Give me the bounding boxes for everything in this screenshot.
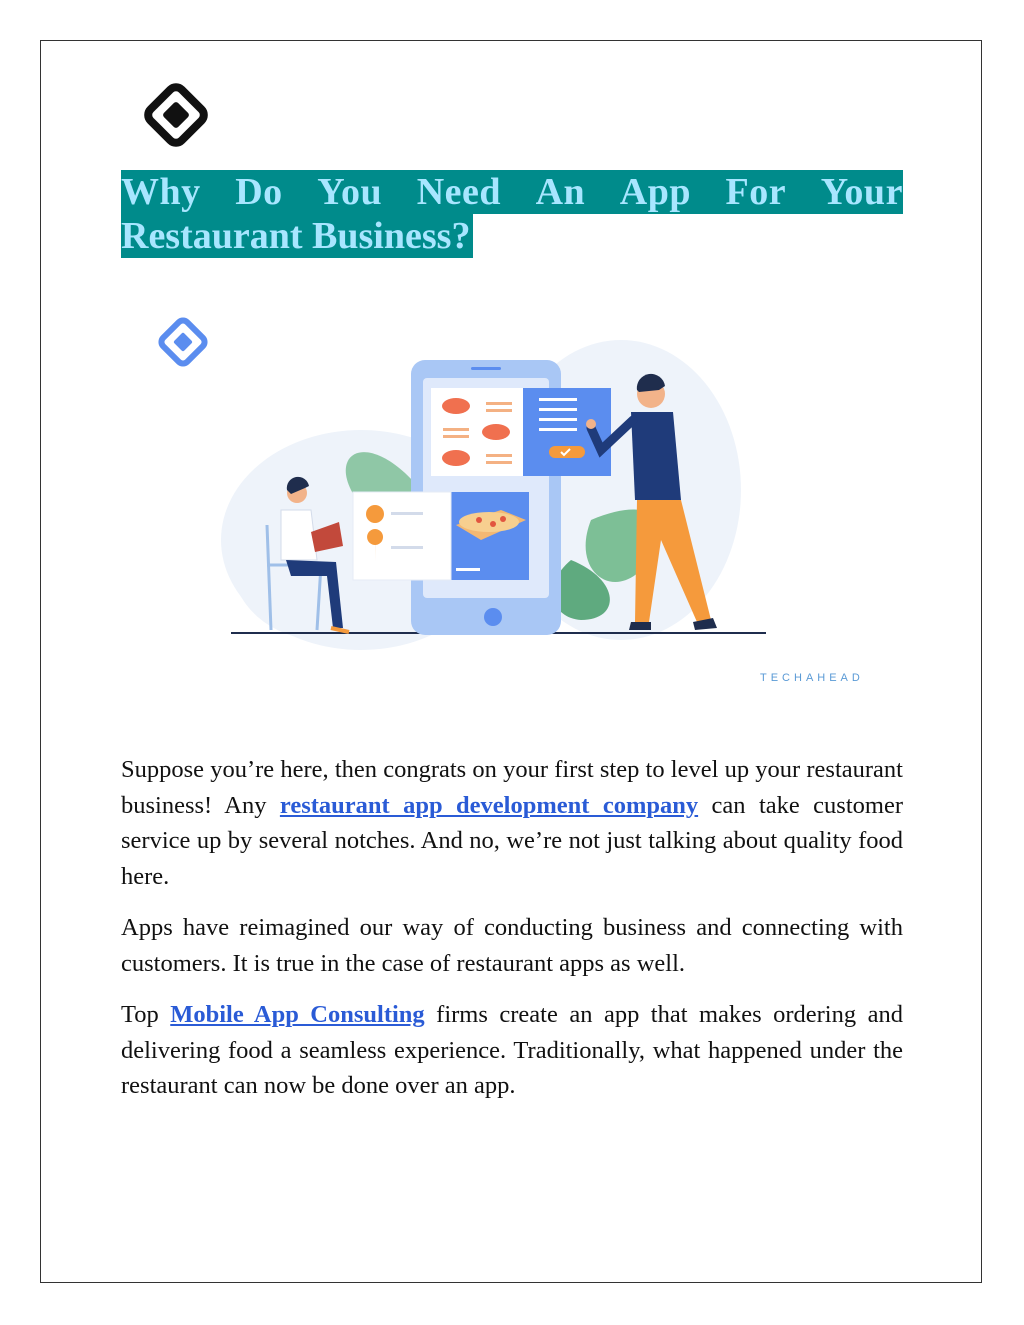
- pizza-icon: [442, 398, 470, 414]
- paragraph: [121, 752, 903, 894]
- restaurant-app-development-link[interactable]: restaurant app development company: [279, 791, 699, 819]
- phone-home-button: [484, 608, 502, 626]
- paragraph-text: firms create an app that makes ordering and delivering food a seamless experience. Traditionally, what happened under the restaurant can now be done over an app.: [121, 1001, 903, 1099]
- order-card: [523, 388, 611, 476]
- pizza-icon: [482, 424, 510, 440]
- techahead-logo-icon: [138, 82, 214, 148]
- title-word: You: [317, 171, 383, 213]
- title-line-2: Restaurant Business?: [121, 214, 473, 258]
- title-line-1: [121, 170, 903, 214]
- title-word: Why: [121, 171, 201, 213]
- pizza-icon: [442, 450, 470, 466]
- paragraph: [121, 997, 903, 1104]
- title-word: An: [535, 171, 586, 213]
- image-credit: TECHAHEAD: [760, 672, 864, 684]
- hero-illustration: [121, 300, 903, 700]
- techahead-logo-icon: [159, 318, 207, 366]
- clock-icon: [366, 505, 384, 523]
- page-title: [121, 170, 903, 258]
- title-word: Do: [235, 171, 283, 213]
- phone-speaker: [471, 367, 501, 370]
- article-body: [121, 752, 903, 1120]
- paragraph-text: Suppose you’re here, then congrats on your first step to level up your restaurant business! Any: [121, 756, 903, 819]
- mobile-app-consulting-link[interactable]: Mobile App Consulting: [170, 1001, 425, 1028]
- title-word: App: [619, 171, 691, 213]
- paragraph: Apps have reimagined our way of conducting business and connecting with customers. It is true in the case of restaurant apps as well.: [121, 914, 903, 977]
- paragraph-text: can take customer service up by several notches. And no, we’re not just talking about quality food here.: [121, 791, 903, 890]
- title-word: Need: [416, 171, 502, 213]
- paragraph-text: Top: [121, 1001, 171, 1028]
- title-word: Your: [820, 171, 903, 213]
- title-word: For: [725, 171, 787, 213]
